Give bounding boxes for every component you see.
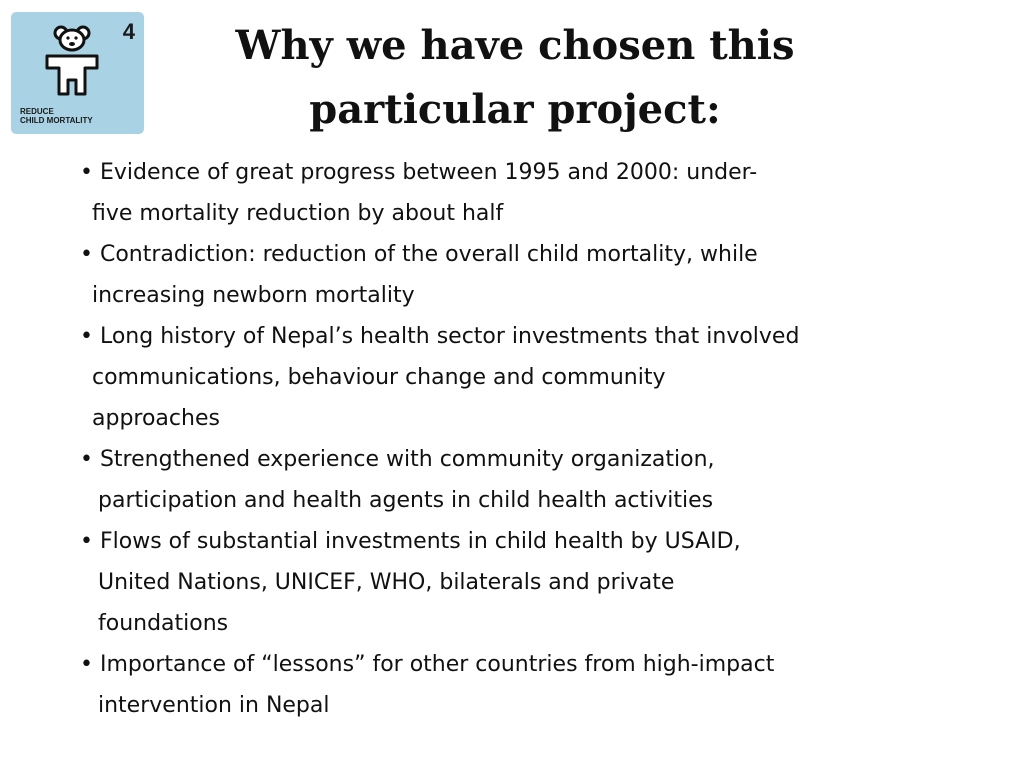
mdg4-logo: [11, 12, 144, 134]
bullet-item: • Strengthened experience with community organization, participation and health agents in child health activities: [80, 447, 715, 513]
bullet-item: • Flows of substantial investments in child health by USAID, United Nations, UNICEF, WHO, bilaterals and private foundations: [80, 529, 741, 636]
logo-caption: REDUCE CHILD MORTALITY: [20, 107, 93, 125]
bullet-item: • Long history of Nepal’s health sector investments that involved communications, behaviour change and community approaches: [80, 324, 800, 431]
bullet-item: • Importance of “lessons” for other countries from high-impact intervention in Nepal: [80, 652, 775, 718]
child-teddy-icon: [39, 24, 105, 100]
title-line-1: Why we have chosen this: [235, 22, 795, 69]
goal-number: 4: [122, 19, 135, 44]
bullet-list: [80, 152, 900, 726]
slide-title: [180, 14, 850, 142]
bullet-item: • Evidence of great progress between 1995 and 2000: under- five mortality reduction by about half: [80, 160, 758, 226]
bullet-item: • Contradiction: reduction of the overall child mortality, while increasing newborn mortality: [80, 242, 758, 308]
title-line-2: particular project:: [309, 86, 721, 133]
